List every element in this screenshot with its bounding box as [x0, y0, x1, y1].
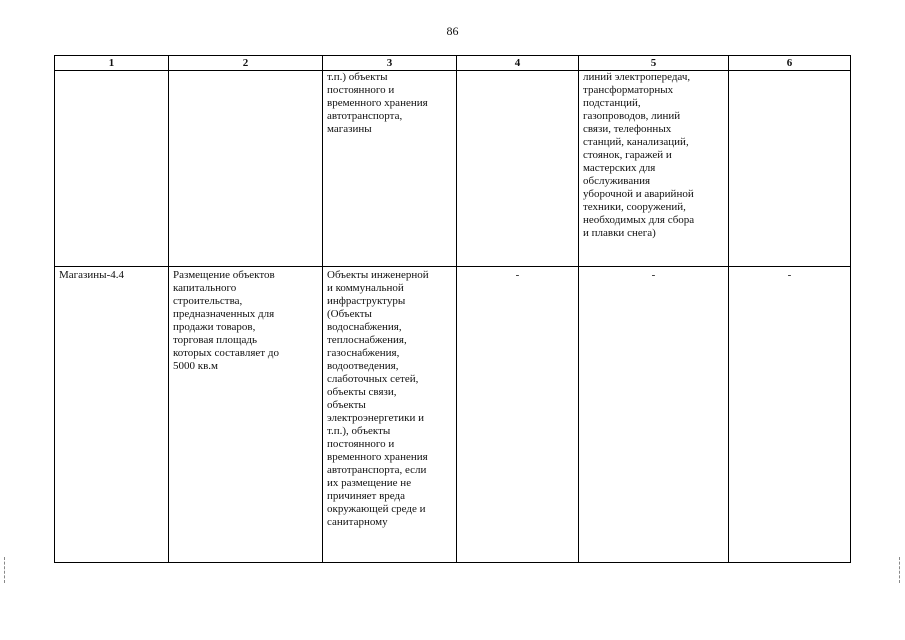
table-cell: - — [729, 267, 851, 563]
scan-edge-mark — [4, 557, 6, 583]
table-row — [55, 267, 851, 563]
table-row — [55, 71, 851, 267]
column-header-6: 6 — [729, 56, 851, 71]
table-cell: Магазины-4.4 — [55, 267, 169, 563]
table-cell: - — [579, 267, 729, 563]
table-cell — [457, 71, 579, 267]
table-cell — [169, 71, 323, 267]
column-header-4: 4 — [457, 56, 579, 71]
table-cell — [729, 71, 851, 267]
table-cell: - — [457, 267, 579, 563]
column-header-3: 3 — [323, 56, 457, 71]
scan-edge-mark — [899, 557, 901, 583]
regulations-table — [54, 55, 851, 563]
column-header-5: 5 — [579, 56, 729, 71]
table-cell: Объекты инженерной и коммунальной инфраструктуры (Объекты водоснабжения, теплоснабжения, газоснабжения, водоотведения, слаботочных сетей, объекты связи, объекты электроэнергетики и т.п.), объекты постоянного и временного хранения автотранспорта, если их размещение не причиняет вреда окружающей среде и санитарному — [323, 267, 457, 563]
table-cell: линий электропередач, трансформаторных подстанций, газопроводов, линий связи, телефонных станций, канализаций, стоянок, гаражей и мастерских для обслуживания уборочной и аварийной техники, сооружений, необходимых для сбора и плавки снега) — [579, 71, 729, 267]
column-header-1: 1 — [55, 56, 169, 71]
table-header-row — [55, 56, 851, 71]
table-cell: т.п.) объекты постоянного и временного хранения автотранспорта, магазины — [323, 71, 457, 267]
page-number: 86 — [446, 24, 459, 38]
column-header-2: 2 — [169, 56, 323, 71]
table-cell: Размещение объектов капитального строительства, предназначенных для продажи товаров, торговая площадь которых составляет до 5000 кв.м — [169, 267, 323, 563]
table-cell — [55, 71, 169, 267]
